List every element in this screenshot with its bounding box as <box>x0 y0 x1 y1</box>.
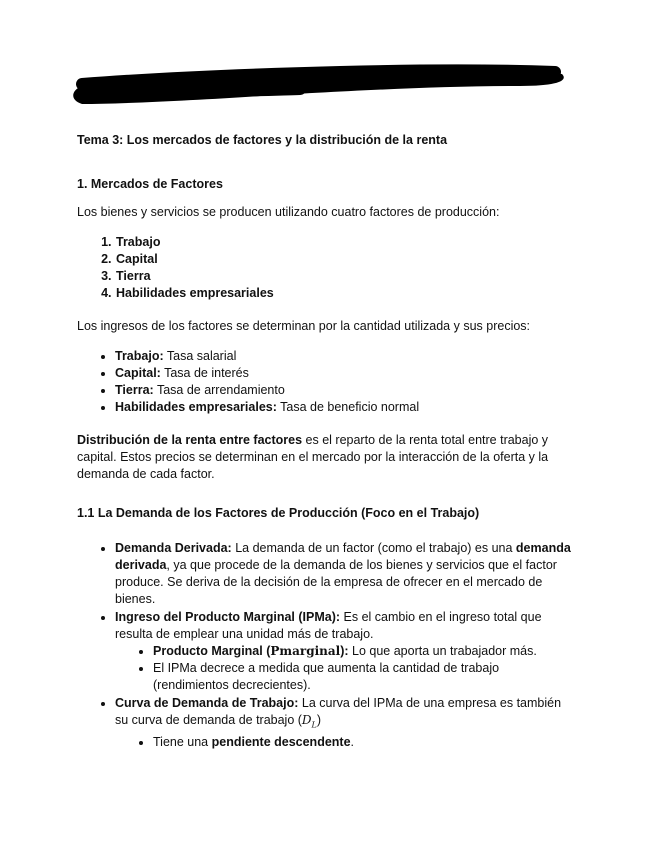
list-item <box>115 348 577 365</box>
item-text-end: ) <box>316 713 322 727</box>
term-start: Producto Marginal ( <box>153 644 271 658</box>
factor-price: Tasa de beneficio normal <box>280 400 420 414</box>
item-term: Ingreso del Producto Marginal (IPMa): <box>115 610 341 624</box>
item-text: Es el cambio en el ingreso total que resulta de emplear una unidad más de trabajo. <box>115 610 542 641</box>
factor-name: Trabajo: <box>115 349 164 363</box>
distribution-term: Distribución de la renta entre factores <box>77 433 303 447</box>
sub-list <box>115 643 577 694</box>
distribution-text: es el reparto de la renta total entre trabajo y capital. Estos precios se determinan en el mercado por la interacción de la oferta y la demanda de cada factor. <box>77 433 549 481</box>
factors-intro: Los bienes y servicios se producen utilizando cuatro factores de producción: <box>77 205 500 219</box>
item-bold-text: pendiente descendente <box>211 734 351 749</box>
list-item <box>153 660 577 694</box>
list-item <box>115 365 577 382</box>
prices-intro: Los ingresos de los factores se determinan por la cantidad utilizada y sus precios: <box>77 319 531 333</box>
item-text: Lo que aporta un trabajador más. <box>348 644 537 658</box>
factor-price: Tasa de arrendamiento <box>156 383 285 397</box>
list-item <box>115 399 577 416</box>
item-term: Demanda Derivada: <box>115 541 232 555</box>
list-item <box>153 734 577 751</box>
term-end: ): <box>340 644 349 658</box>
document-body <box>77 132 577 752</box>
item-term <box>153 644 349 658</box>
list-item <box>115 609 577 694</box>
list-item <box>153 643 577 660</box>
math-demand-symbol: D <box>301 713 312 727</box>
math-demand-subscript: L <box>311 720 317 730</box>
item-text: La curva del IPMa de una empresa es también su curva de demanda de trabajo ( <box>115 696 562 727</box>
list-item <box>115 540 577 608</box>
math-pmarginal: Pmarginal <box>270 644 341 658</box>
factors-list <box>77 234 577 302</box>
factor-prices-list <box>77 348 577 416</box>
page-title: Tema 3: Los mercados de factores y la distribución de la renta <box>77 133 448 147</box>
factor-price: Tasa salarial <box>166 349 237 363</box>
list-item: 3. Tierra <box>115 268 577 285</box>
list-item <box>115 382 577 399</box>
item-text: , ya que procede de la demanda de los bienes y servicios que el factor produce. Se deriva de la decisión de la empresa de ofrecer en el mercado de bienes. <box>115 558 557 606</box>
factor-name: Tierra: <box>115 383 154 397</box>
item-bold-text: demanda derivada <box>115 541 571 572</box>
item-text: . <box>350 734 355 749</box>
item-text: El IPMa decrece a medida que aumenta la cantidad de trabajo (rendimientos decrecientes). <box>153 661 500 692</box>
factor-name: Capital: <box>115 366 161 380</box>
list-item: 4. Habilidades empresariales <box>115 285 577 302</box>
item-text: Tiene una <box>153 734 212 749</box>
section-1-heading: 1. Mercados de Factores <box>77 177 223 191</box>
redaction-scribble <box>0 0 655 120</box>
distribution-paragraph <box>77 432 577 483</box>
item-term: Curva de Demanda de Trabajo: <box>115 696 299 710</box>
list-item: 2. Capital <box>115 251 577 268</box>
list-item: 1. Trabajo <box>115 234 577 251</box>
labor-demand-list <box>77 540 577 751</box>
item-text: La demanda de un factor (como el trabajo) es una <box>231 541 516 555</box>
factor-price: Tasa de interés <box>164 366 249 380</box>
section-1-1-heading: 1.1 La Demanda de los Factores de Producción (Foco en el Trabajo) <box>77 506 480 520</box>
sub-list <box>115 734 577 751</box>
factor-name: Habilidades empresariales: <box>115 400 277 414</box>
list-item <box>115 695 577 751</box>
